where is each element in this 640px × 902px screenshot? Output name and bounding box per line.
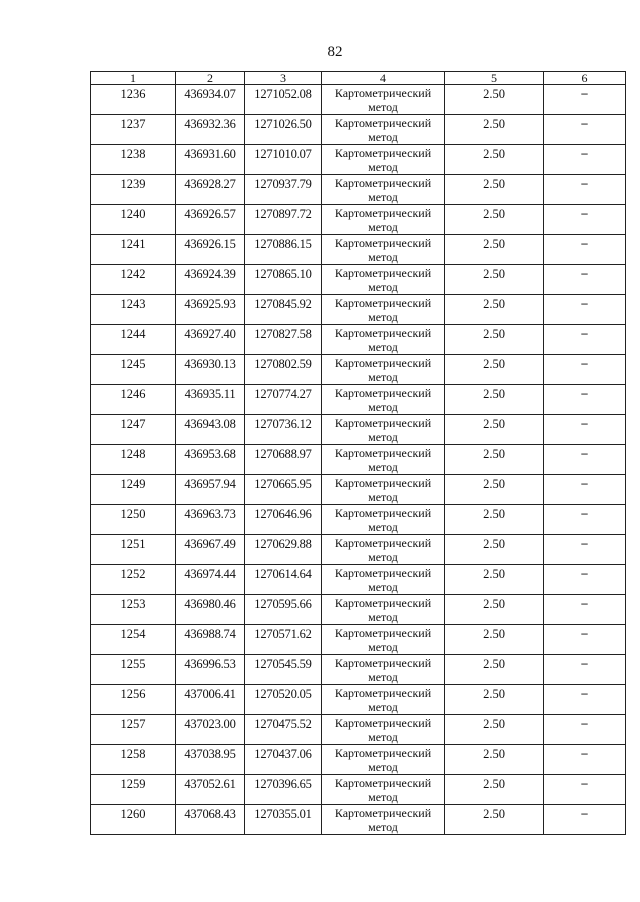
point-number-cell: 1250 [91,505,176,535]
point-number-cell: 1257 [91,715,176,745]
accuracy-cell: 2.50 [445,775,544,805]
accuracy-cell: 2.50 [445,685,544,715]
method-cell [322,685,445,715]
x-coordinate-cell: 436943.08 [176,415,245,445]
x-coordinate-cell: 437006.41 [176,685,245,715]
table-row [91,265,626,295]
table-row [91,145,626,175]
method-line-2: метод [368,700,398,714]
column-header-2: 2 [176,72,245,85]
x-coordinate-cell: 436953.68 [176,445,245,475]
accuracy-cell: 2.50 [445,535,544,565]
y-coordinate-cell: 1271010.07 [245,145,322,175]
point-number-cell: 1258 [91,745,176,775]
method-cell [322,475,445,505]
method-cell [322,385,445,415]
method-line-2: метод [368,670,398,684]
column-header-3: 3 [245,72,322,85]
x-coordinate-cell: 436935.11 [176,385,245,415]
dash-cell: – [544,625,626,655]
method-cell [322,565,445,595]
method-cell [322,745,445,775]
accuracy-cell: 2.50 [445,325,544,355]
y-coordinate-cell: 1270897.72 [245,205,322,235]
method-line-2: метод [368,520,398,534]
accuracy-cell: 2.50 [445,265,544,295]
method-cell [322,235,445,265]
dash-cell: – [544,595,626,625]
method-cell [322,805,445,835]
method-cell [322,625,445,655]
method-line-1: Картометрический [334,236,432,250]
method-cell [322,715,445,745]
method-line-2: метод [368,220,398,234]
x-coordinate-cell: 437068.43 [176,805,245,835]
dash-cell: – [544,175,626,205]
method-line-1: Картометрический [334,146,432,160]
method-line-2: метод [368,400,398,414]
point-number-cell: 1252 [91,565,176,595]
table-row [91,355,626,385]
header-row [91,72,626,85]
table-row [91,175,626,205]
dash-cell: – [544,265,626,295]
method-line-1: Картометрический [334,776,432,790]
point-number-cell: 1244 [91,325,176,355]
method-line-1: Картометрический [334,176,432,190]
x-coordinate-cell: 436988.74 [176,625,245,655]
point-number-cell: 1246 [91,385,176,415]
method-line-2: метод [368,460,398,474]
y-coordinate-cell: 1270571.62 [245,625,322,655]
x-coordinate-cell: 436931.60 [176,145,245,175]
y-coordinate-cell: 1270475.52 [245,715,322,745]
method-line-2: метод [368,250,398,264]
point-number-cell: 1239 [91,175,176,205]
table-row [91,115,626,145]
y-coordinate-cell: 1270865.10 [245,265,322,295]
table-row [91,205,626,235]
dash-cell: – [544,385,626,415]
x-coordinate-cell: 436925.93 [176,295,245,325]
accuracy-cell: 2.50 [445,85,544,115]
y-coordinate-cell: 1271052.08 [245,85,322,115]
accuracy-cell: 2.50 [445,145,544,175]
method-line-1: Картометрический [334,566,432,580]
coordinates-table [90,71,626,835]
method-cell [322,655,445,685]
method-line-1: Картометрический [334,446,432,460]
table-row [91,745,626,775]
method-cell [322,145,445,175]
method-line-2: метод [368,760,398,774]
method-cell [322,415,445,445]
accuracy-cell: 2.50 [445,655,544,685]
dash-cell: – [544,685,626,715]
point-number-cell: 1238 [91,145,176,175]
method-line-1: Картометрический [334,266,432,280]
y-coordinate-cell: 1270629.88 [245,535,322,565]
method-cell [322,445,445,475]
x-coordinate-cell: 436928.27 [176,175,245,205]
method-line-1: Картометрический [334,506,432,520]
accuracy-cell: 2.50 [445,625,544,655]
method-line-1: Картометрический [334,656,432,670]
method-line-1: Картометрический [334,386,432,400]
x-coordinate-cell: 436934.07 [176,85,245,115]
method-line-2: метод [368,640,398,654]
method-cell [322,505,445,535]
accuracy-cell: 2.50 [445,745,544,775]
method-line-1: Картометрический [334,596,432,610]
dash-cell: – [544,85,626,115]
y-coordinate-cell: 1270614.64 [245,565,322,595]
dash-cell: – [544,295,626,325]
column-header-4: 4 [322,72,445,85]
method-cell [322,115,445,145]
dash-cell: – [544,115,626,145]
x-coordinate-cell: 436980.46 [176,595,245,625]
y-coordinate-cell: 1270646.96 [245,505,322,535]
point-number-cell: 1256 [91,685,176,715]
dash-cell: – [544,235,626,265]
point-number-cell: 1237 [91,115,176,145]
accuracy-cell: 2.50 [445,295,544,325]
y-coordinate-cell: 1270355.01 [245,805,322,835]
x-coordinate-cell: 436926.57 [176,205,245,235]
x-coordinate-cell: 436927.40 [176,325,245,355]
method-line-1: Картометрический [334,116,432,130]
method-line-2: метод [368,340,398,354]
accuracy-cell: 2.50 [445,175,544,205]
column-header-5: 5 [445,72,544,85]
point-number-cell: 1259 [91,775,176,805]
page-number: 82 [327,44,343,60]
accuracy-cell: 2.50 [445,205,544,235]
method-line-2: метод [368,130,398,144]
method-line-2: метод [368,160,398,174]
method-line-2: метод [368,610,398,624]
point-number-cell: 1260 [91,805,176,835]
x-coordinate-cell: 436932.36 [176,115,245,145]
method-line-2: метод [368,430,398,444]
accuracy-cell: 2.50 [445,385,544,415]
table-body [91,85,626,835]
table-row [91,535,626,565]
method-line-2: метод [368,790,398,804]
dash-cell: – [544,415,626,445]
point-number-cell: 1248 [91,445,176,475]
method-line-1: Картометрический [334,746,432,760]
point-number-cell: 1243 [91,295,176,325]
x-coordinate-cell: 437038.95 [176,745,245,775]
dash-cell: – [544,445,626,475]
method-line-2: метод [368,100,398,114]
table-header [91,72,626,85]
point-number-cell: 1242 [91,265,176,295]
x-coordinate-cell: 436996.53 [176,655,245,685]
dash-cell: – [544,505,626,535]
accuracy-cell: 2.50 [445,235,544,265]
dash-cell: – [544,355,626,385]
method-cell [322,595,445,625]
x-coordinate-cell: 437023.00 [176,715,245,745]
dash-cell: – [544,565,626,595]
method-line-1: Картометрический [334,296,432,310]
table-row [91,415,626,445]
dash-cell: – [544,205,626,235]
table-row [91,775,626,805]
method-cell [322,265,445,295]
method-line-1: Картометрический [334,716,432,730]
accuracy-cell: 2.50 [445,475,544,505]
table-row [91,655,626,685]
point-number-cell: 1251 [91,535,176,565]
table-row [91,325,626,355]
y-coordinate-cell: 1271026.50 [245,115,322,145]
y-coordinate-cell: 1270437.06 [245,745,322,775]
method-line-1: Картометрический [334,806,432,820]
method-cell [322,775,445,805]
point-number-cell: 1253 [91,595,176,625]
method-line-2: метод [368,280,398,294]
dash-cell: – [544,655,626,685]
point-number-cell: 1241 [91,235,176,265]
table-row [91,565,626,595]
accuracy-cell: 2.50 [445,565,544,595]
y-coordinate-cell: 1270774.27 [245,385,322,415]
method-line-2: метод [368,820,398,834]
column-header-1: 1 [91,72,176,85]
table-row [91,805,626,835]
dash-cell: – [544,325,626,355]
table-row [91,595,626,625]
dash-cell: – [544,145,626,175]
method-line-2: метод [368,310,398,324]
dash-cell: – [544,805,626,835]
point-number-cell: 1255 [91,655,176,685]
y-coordinate-cell: 1270827.58 [245,325,322,355]
table-row [91,475,626,505]
method-line-1: Картометрический [334,356,432,370]
method-line-1: Картометрический [334,86,432,100]
method-line-2: метод [368,580,398,594]
y-coordinate-cell: 1270845.92 [245,295,322,325]
table-row [91,715,626,745]
method-line-2: метод [368,730,398,744]
dash-cell: – [544,715,626,745]
dash-cell: – [544,535,626,565]
point-number-cell: 1236 [91,85,176,115]
table-row [91,505,626,535]
table-row [91,625,626,655]
accuracy-cell: 2.50 [445,505,544,535]
method-line-2: метод [368,490,398,504]
table-row [91,235,626,265]
y-coordinate-cell: 1270736.12 [245,415,322,445]
method-cell [322,175,445,205]
method-line-1: Картометрический [334,686,432,700]
table-row [91,85,626,115]
method-line-2: метод [368,190,398,204]
x-coordinate-cell: 436926.15 [176,235,245,265]
method-line-2: метод [368,370,398,384]
method-cell [322,355,445,385]
accuracy-cell: 2.50 [445,805,544,835]
x-coordinate-cell: 436930.13 [176,355,245,385]
method-cell [322,205,445,235]
y-coordinate-cell: 1270886.15 [245,235,322,265]
accuracy-cell: 2.50 [445,595,544,625]
y-coordinate-cell: 1270802.59 [245,355,322,385]
y-coordinate-cell: 1270396.65 [245,775,322,805]
point-number-cell: 1245 [91,355,176,385]
y-coordinate-cell: 1270595.66 [245,595,322,625]
method-cell [322,535,445,565]
x-coordinate-cell: 436957.94 [176,475,245,505]
method-cell [322,295,445,325]
table-row [91,295,626,325]
point-number-cell: 1249 [91,475,176,505]
column-header-6: 6 [544,72,626,85]
accuracy-cell: 2.50 [445,715,544,745]
y-coordinate-cell: 1270937.79 [245,175,322,205]
accuracy-cell: 2.50 [445,115,544,145]
y-coordinate-cell: 1270688.97 [245,445,322,475]
y-coordinate-cell: 1270520.05 [245,685,322,715]
accuracy-cell: 2.50 [445,415,544,445]
method-line-2: метод [368,550,398,564]
dash-cell: – [544,745,626,775]
table-row [91,385,626,415]
dash-cell: – [544,775,626,805]
table-row [91,445,626,475]
x-coordinate-cell: 436974.44 [176,565,245,595]
x-coordinate-cell: 437052.61 [176,775,245,805]
method-line-1: Картометрический [334,416,432,430]
method-line-1: Картометрический [334,536,432,550]
x-coordinate-cell: 436967.49 [176,535,245,565]
table-row [91,685,626,715]
accuracy-cell: 2.50 [445,445,544,475]
method-line-1: Картометрический [334,476,432,490]
method-line-1: Картометрический [334,206,432,220]
method-cell [322,325,445,355]
method-cell [322,85,445,115]
accuracy-cell: 2.50 [445,355,544,385]
y-coordinate-cell: 1270545.59 [245,655,322,685]
point-number-cell: 1254 [91,625,176,655]
point-number-cell: 1240 [91,205,176,235]
x-coordinate-cell: 436924.39 [176,265,245,295]
y-coordinate-cell: 1270665.95 [245,475,322,505]
dash-cell: – [544,475,626,505]
method-line-1: Картометрический [334,326,432,340]
point-number-cell: 1247 [91,415,176,445]
x-coordinate-cell: 436963.73 [176,505,245,535]
method-line-1: Картометрический [334,626,432,640]
